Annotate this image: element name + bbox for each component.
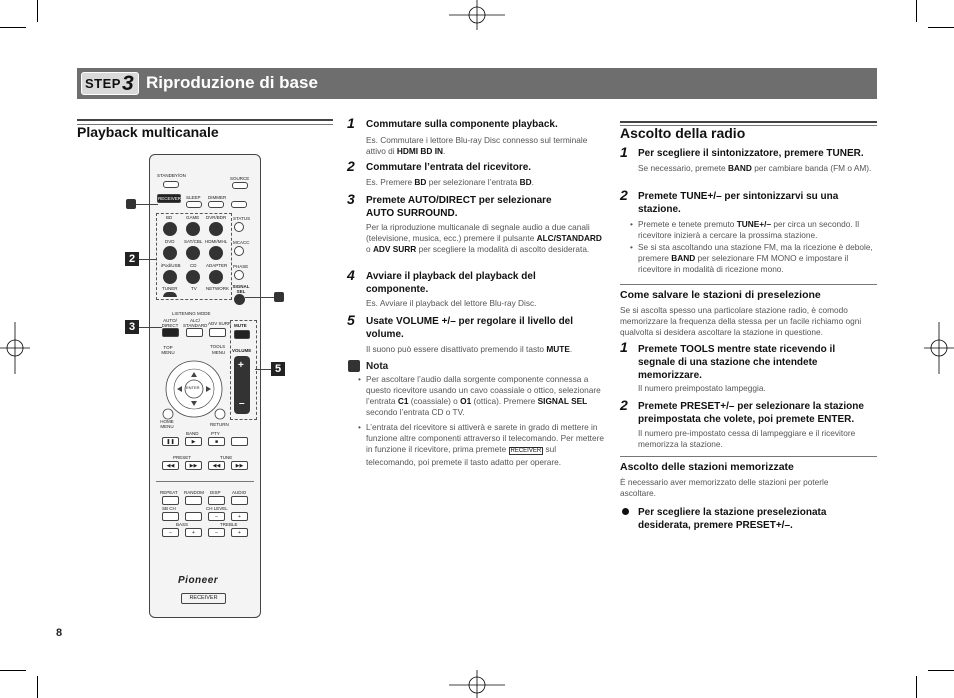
mcacc-button [234,246,244,256]
dvd-button [163,246,177,260]
remote-label: BASS [176,522,189,527]
remote-label: BAND [186,431,199,436]
step-number: 2 [347,158,355,174]
step-number: 5 [347,312,355,328]
step-text: Per la riproduzione multicanale di segnale audio a due canali (televisione, musica, ecc.) premere il pulsante ALC/STANDARD o ADV SURR per scegliere la modalità di ascolto desiderata. [366,222,602,254]
tune-bullet: • Se si sta ascoltando una stazione FM, ma la ricezione è debole, premere BAND per selezionare FM MONO e impostare il ricevitore in modalità di ricezione mono. [638,242,878,275]
recall-intro: È necessario aver memorizzato delle stazioni per poterle ascoltare. [620,477,829,498]
remote-label: SIGNAL SEL [232,284,250,294]
nota-bullet: • L’entrata del ricevitore si attiverà e sarete in grado di mettere in funzione altre componenti attraverso il telecomando. Per mettere in funzione il ricevitore, prima premete RECEIVER sul telecomando, poi premete il tasto adatto per operare. [366,422,608,468]
play-pause-button: ❚❚ [162,437,179,446]
remote-label: AUDIO [232,490,247,495]
dpad-illustration [154,354,234,426]
section-rule [620,121,877,123]
sleep-button [186,201,202,208]
remote-label: CD [190,263,197,268]
remote-label: RANDOM [184,490,204,495]
remote-label: iPod/USB [161,263,181,268]
remote-label: LISTENING MODE [172,311,211,316]
step-number: 1 [347,115,355,131]
receiver-mode-label: RECEIVER [181,593,226,604]
tune-minus-button: ◀◀ [208,461,225,470]
step-heading: Commutare l’entrata del ricevitore. [366,162,532,173]
leader-line [139,327,162,328]
bass-plus-button: + [185,528,202,537]
step-number: 1 [620,144,628,160]
remote-label: MUTE [234,323,247,328]
remote-label: CH LEVEL [206,506,228,511]
remote-label: ADAPTER [206,263,228,268]
step-badge [81,72,139,95]
status-button [234,222,244,232]
dimmer2-button [231,201,247,208]
remote-label: MCACC [233,240,250,245]
step-text: Es. Commutare i lettore Blu-ray Disc connesso sul terminale attivo di HDMI BD IN. [366,135,588,156]
ch-level-minus-button: – [208,512,225,521]
remote-label: RETURN [210,422,229,427]
step-number: 3 [347,191,355,207]
treble-minus-button: – [208,528,225,537]
tune-bullet: • Premete e tenete premuto TUNE+/– per circa un secondo. Il ricevitore inizierà a cercare la prossima stazione. [638,219,878,241]
crop-mark [0,670,26,671]
section-rule [620,456,877,457]
tune-plus-button: ▶▶ [231,461,248,470]
remote-label: TUNER [162,286,178,291]
remote-label: DISP [210,490,221,495]
alc-standard-button [186,328,203,337]
leader-line [136,204,158,205]
remote-label: ENTER [186,385,200,390]
bd-button [163,222,177,236]
callout-step-2: 2 [125,252,139,266]
crop-mark [916,0,917,22]
hdmi-mhl-button [209,246,223,260]
tuner-button [163,292,177,297]
iphone-button [231,437,248,446]
crop-mark [0,27,26,28]
step-heading: Commutare sulla componente playback. [366,119,558,130]
remote-label: DIMMER [208,195,227,200]
game-button [186,222,200,236]
adapter-button [209,270,223,284]
subsection-title-save: Come salvare le stazioni di preselezione [620,289,821,301]
plus-icon: + [238,360,244,371]
step-word: STEP [85,76,121,91]
sat-cbl-button [186,246,200,260]
note-icon [126,199,136,209]
preset-plus-button: ▶▶ [185,461,202,470]
leader-line [245,297,274,298]
receiver-button: RECEIVER [158,196,182,201]
crop-mark [37,676,38,698]
remote-label: AUTO/ DIRECT [161,318,179,328]
remote-label: GAME [186,215,200,220]
step-heading: Premete TUNE+/– per sintonizzarvi su una stazione. [638,191,839,215]
signal-sel-button [234,294,245,305]
section-rule [620,284,877,285]
remote-label: SB CH [162,506,176,511]
step-number: 2 [620,187,628,203]
step-text: Il suono può essere disattivato premendo il tasto MUTE. [366,344,573,354]
nota-bullet: • Per ascoltare l’audio dalla sorgente componente connessa a questo ricevitore usando un cavo coassiale o ottico, selezionare l’entrata C1 (coassiale) o O1 (ottica). Premere SIGNAL SEL secondo l’entrata CD o TV. [366,374,608,418]
minus-icon: – [239,398,245,409]
remote-label: TV [191,286,197,291]
step-heading: Premete TOOLS mentre state ricevendo il segnale di una stazione che intendete memorizzare. [638,344,836,381]
dimmer-button [208,201,224,208]
nota-icon [348,360,360,372]
remote-label: MENU [212,350,226,355]
disp-button [208,496,225,505]
remote-label: SLEEP [186,195,201,200]
note-icon [274,292,284,302]
step-number: 3 [122,72,134,95]
remote-label: STATUS [233,216,251,221]
remote-label: HDMI/MHL [205,239,228,244]
source-button [232,182,248,189]
ch-select-button [185,512,202,521]
pioneer-logo: Pioneer [178,575,219,586]
step-heading: Avviare il playback del playback del componente. [366,271,536,295]
ch-level-plus-button: + [231,512,248,521]
step-text: Se necessario, premete BAND per cambiare banda (FM o AM). [638,163,872,173]
remote-label: NETWORK [206,286,229,291]
remote-label: SOURCE [230,176,250,181]
remote-label: PRESET [173,455,192,460]
step-heading: Usate VOLUME +/– per regolare il livello del volume. [366,316,574,340]
section-rule [77,119,333,121]
remote-label: TOOLS [210,344,226,349]
recall-step: Per scegliere la stazione preselezionata desiderata, premere PRESET+/–. [638,507,827,531]
save-intro: Se si ascolta spesso una particolare stazione radio, è comodo memorizzare la frequenza della stessa per un facile richiamo ogni qualvolta si desidera ascoltare la stazione in questione. [620,305,862,337]
phase-button [234,270,244,280]
callout-step-3: 3 [125,320,139,334]
dvr-bdr-button [209,222,223,236]
step-text: Il numero preimpostato lampeggia. [638,383,766,393]
step-heading: Per scegliere il sintonizzatore, premere TUNER. [638,148,864,159]
stop-button: ■ [208,437,225,446]
section-title-multichannel: Playback multicanale [77,124,219,140]
crop-mark [916,676,917,698]
play-button: ▶ [185,437,202,446]
remote-label: TOP MENU [161,345,175,355]
mute-button [234,330,250,339]
callout-step-5: 5 [271,362,285,376]
crop-mark [37,0,38,22]
ipod-usb-button [163,270,177,284]
remote-label: ALC/ STANDARD [183,318,208,328]
step-number: 4 [347,267,355,283]
remote-label: TUNE [220,455,233,460]
registration-mark-bottom [447,668,507,698]
step-text: Es. Avviare il playback del lettore Blu-ray Disc. [366,298,537,308]
volume-rocker [234,356,250,414]
step-number: 2 [620,397,628,413]
remote-label: VOLUME [232,348,252,353]
remote-label: ADV SURR [208,321,232,326]
crop-mark [928,27,954,28]
sb-ch-button [162,512,179,521]
remote-label: SAT/CBL [184,239,203,244]
remote-label: REPEAT [160,490,178,495]
remote-label: TREBLE [220,522,238,527]
cd-button [186,270,200,284]
page-number: 8 [56,627,63,639]
step-heading: Premete AUTO/DIRECT per selezionare AUTO SURROUND. [366,195,552,219]
auto-direct-button [162,328,179,337]
remote-label: STANDBY/ON [157,173,186,178]
subsection-title-recall: Ascolto delle stazioni memorizzate [620,461,794,473]
page-title: Riproduzione di base [146,73,318,92]
standby-button [163,181,179,188]
crop-mark [928,670,954,671]
remote-label: HOME MENU [160,419,174,429]
treble-plus-button: + [231,528,248,537]
registration-mark-left [0,320,32,376]
registration-mark-right [922,320,954,376]
section-title-radio: Ascolto della radio [620,125,746,141]
remote-label: DVD [165,239,175,244]
remote-label: DVR/BDR [206,215,227,220]
step-heading: Premete PRESET+/– per selezionare la stazione preimpostata che volete, poi premete ENTER. [638,401,864,425]
remote-label: BD [166,215,173,220]
remote-label: PHASE [233,264,249,269]
random-button [185,496,202,505]
step-text: Il numero pre-impostato cessa di lampeggiare e il ricevitore memorizza la stazione. [638,428,856,449]
preset-minus-button: ◀◀ [162,461,179,470]
repeat-button [162,496,179,505]
audio-button [231,496,248,505]
adv-surr-button [209,328,226,337]
leader-line [139,259,157,260]
bass-minus-button: – [162,528,179,537]
bullet-dot-icon [622,508,629,515]
remote-divider [156,481,254,482]
step-number: 1 [620,339,628,355]
step-text: Es. Premere BD per selezionare l’entrata BD. [366,177,534,187]
remote-label: PTY [211,431,220,436]
leader-line [255,369,271,370]
nota-title: Nota [366,361,389,372]
registration-mark-top [447,0,507,32]
